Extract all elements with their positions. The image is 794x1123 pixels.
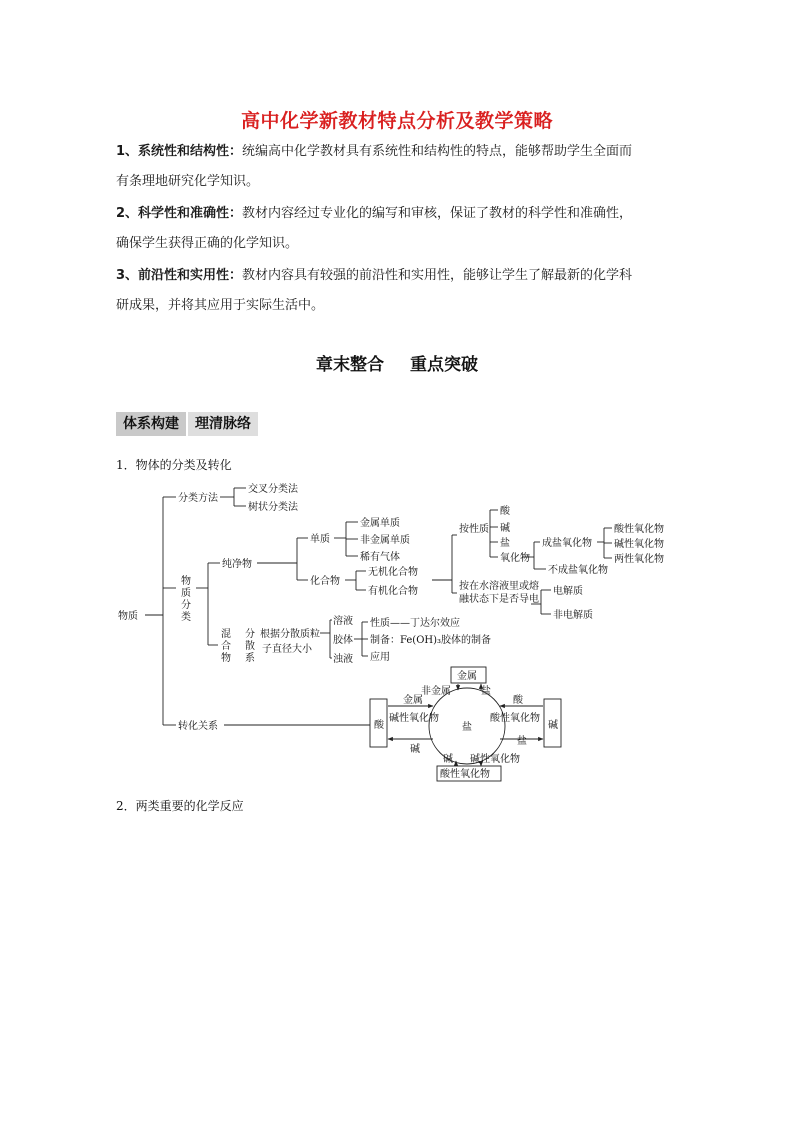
node-noble: 稀有气体	[360, 552, 400, 563]
arrow-acidic-oxide-label: 酸性氧化物	[490, 713, 540, 724]
node-basic-oxide: 碱性氧化物	[614, 539, 664, 550]
arrow-salt-top-label: 盐	[481, 686, 491, 697]
node-metal: 金属单质	[360, 518, 400, 529]
node-nonsalt-oxide: 不成盐氧化物	[548, 565, 608, 576]
node-conduct-2: 融状态下是否导电	[459, 594, 539, 605]
heading-classification: 1．物体的分类及转化	[116, 458, 232, 472]
box-base-label: 碱	[548, 720, 558, 731]
point-cont: 有条理地研究化学知识。	[116, 174, 260, 189]
arrow-basic-oxide-label: 碱性氧化物	[389, 713, 439, 724]
node-conduct-1: 按在水溶液里或熔	[459, 581, 539, 592]
heading-reactions: 2．两类重要的化学反应	[116, 799, 244, 813]
node-organic: 有机化合物	[368, 586, 418, 597]
chapter-title-a: 章末整合	[316, 355, 384, 375]
page-title: 高中化学新教材特点分析及教学策略	[240, 110, 553, 132]
node-mixture-1: 混	[221, 629, 231, 640]
node-cross: 交叉分类法	[248, 484, 298, 495]
node-amph-oxide: 两性氧化物	[614, 554, 664, 565]
node-conversion: 转化关系	[178, 721, 218, 732]
arrow-base-label: 碱	[410, 744, 420, 755]
node-acid: 酸	[500, 506, 510, 517]
node-element: 单质	[310, 534, 330, 545]
node-tree: 树状分类法	[248, 502, 298, 513]
node-by-property: 按性质	[459, 524, 489, 535]
arrow-nonmetal-label: 非金属	[421, 686, 451, 697]
arrow-basic-oxide-bottom-label: 碱性氧化物	[470, 754, 520, 765]
node-oxide: 氧化物	[500, 553, 530, 564]
point-label: 2、科学性和准确性：	[116, 206, 243, 221]
node-prop: 性质——丁达尔效应	[370, 618, 460, 629]
node-disperse-2: 散	[245, 641, 255, 652]
node-acidic-oxide: 酸性氧化物	[614, 524, 664, 535]
point-text: 教材内容经过专业化的编写和审核，保证了教材的科学性和准确性，	[242, 206, 633, 221]
node-colloid: 胶体	[333, 635, 353, 646]
node-classify-4: 类	[181, 612, 191, 623]
node-by-size-2: 子直径大小	[262, 644, 312, 655]
salt-circle-label: 盐	[462, 722, 472, 733]
node-salt-oxide: 成盐氧化物	[542, 538, 592, 549]
node-compound: 化合物	[310, 576, 340, 587]
point-cont: 研成果，并将其应用于实际生活中。	[116, 298, 325, 313]
point-label: 3、前沿性和实用性：	[116, 268, 243, 283]
point-label: 1、系统性和结构性：	[116, 144, 243, 159]
node-classify-1: 物	[181, 576, 191, 587]
conversion-diagram	[370, 667, 561, 781]
node-root: 物质	[118, 611, 138, 622]
node-pure: 纯净物	[222, 559, 252, 570]
chapter-title-b: 重点突破	[410, 355, 478, 375]
point-text: 统编高中化学教材具有系统性和结构性的特点，能够帮助学生全面而	[242, 144, 633, 159]
node-by-size-1: 根据分散质粒	[260, 629, 320, 640]
node-use: 应用	[370, 652, 390, 663]
node-disperse-1: 分	[245, 629, 255, 640]
node-salt: 盐	[500, 538, 510, 549]
tag-clear-context: 理清脉络	[188, 412, 258, 436]
arrow-salt-label: 盐	[517, 736, 527, 747]
node-mixture-3: 物	[221, 653, 231, 664]
node-mixture-2: 合	[221, 641, 231, 652]
node-prep: 制备：Fe(OH)₃胶体的制备	[370, 635, 492, 646]
node-nonelectrolyte: 非电解质	[553, 610, 593, 621]
node-inorganic: 无机化合物	[368, 567, 418, 578]
node-turbid: 浊液	[333, 654, 353, 665]
box-acidic-oxide-label: 酸性氧化物	[440, 769, 490, 780]
arrow-base-bottom-label: 碱	[443, 754, 453, 765]
node-disperse-3: 系	[245, 653, 255, 664]
box-acid-label: 酸	[374, 720, 384, 731]
point-text: 教材内容具有较强的前沿性和实用性，能够让学生了解最新的化学科	[242, 268, 633, 283]
node-solution: 溶液	[333, 616, 353, 627]
tag-system-build: 体系构建	[116, 412, 186, 436]
node-classify-3: 分	[181, 600, 191, 611]
node-electrolyte: 电解质	[553, 586, 583, 597]
arrow-acid-label: 酸	[513, 695, 523, 706]
box-metal-label: 金属	[457, 671, 477, 682]
node-nonmetal: 非金属单质	[360, 535, 410, 546]
arrow-metal-label: 金属	[403, 695, 423, 706]
node-classify-2: 质	[181, 588, 191, 599]
node-base: 碱	[500, 523, 510, 534]
node-method: 分类方法	[178, 493, 218, 504]
point-cont: 确保学生获得正确的化学知识。	[116, 236, 299, 251]
